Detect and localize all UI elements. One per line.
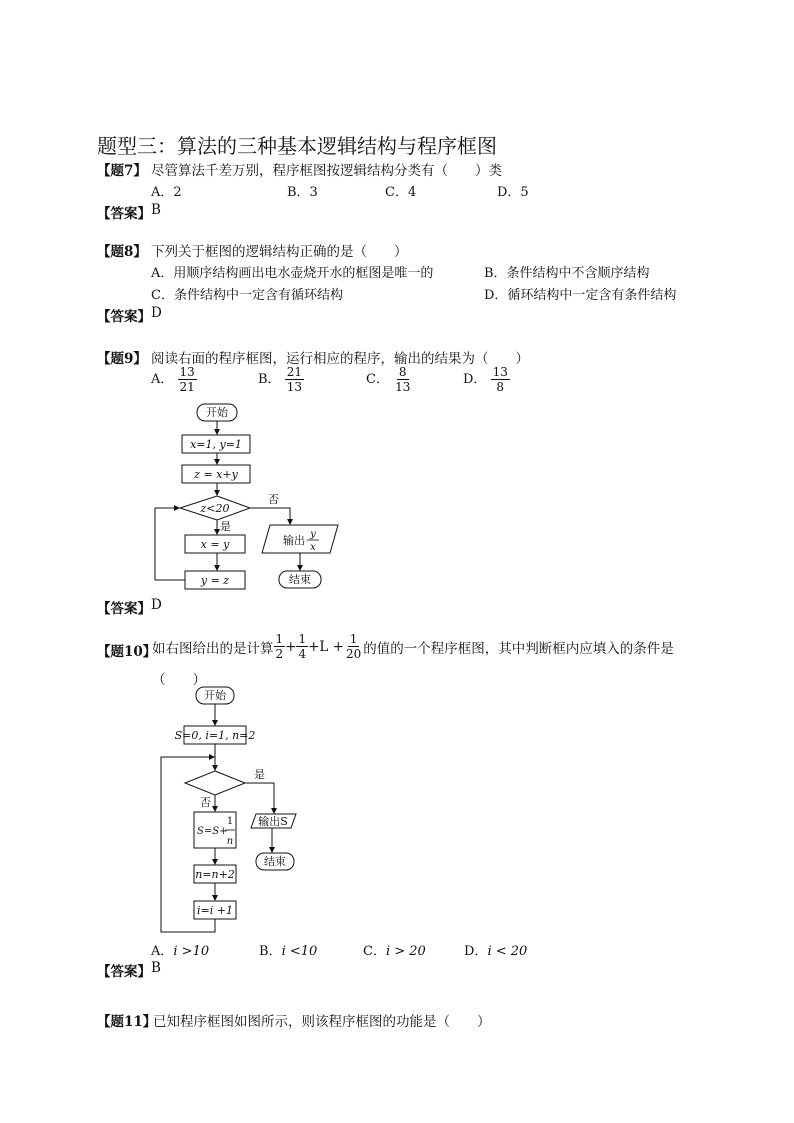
q10-term1 bbox=[274, 632, 286, 661]
q9-end-text: 结束 bbox=[289, 573, 311, 586]
q10-decision-diamond bbox=[185, 771, 245, 795]
q8-text: 下列关于框图的逻辑结构正确的是（ ） bbox=[151, 244, 408, 260]
q9-init-text: x=1, y=1 bbox=[190, 438, 242, 451]
q9-option-b-num: 21 bbox=[286, 365, 302, 379]
q10-term3-num: 1 bbox=[349, 632, 358, 646]
q9-text: 阅读右面的程序框图，运行相应的程序，输出的结果为（ ） bbox=[151, 351, 529, 367]
q10-term2-den: 4 bbox=[298, 647, 307, 661]
q9-option-b-fraction bbox=[285, 365, 304, 394]
q10-term3 bbox=[344, 632, 363, 661]
q10-option-a-expr: i >10 bbox=[173, 944, 210, 959]
q9-option-a-letter: A． bbox=[151, 372, 174, 387]
q10-option-d-expr: i < 20 bbox=[487, 944, 528, 959]
section-title: 题型三：算法的三种基本逻辑结构与程序框图 bbox=[97, 134, 497, 158]
q10-init-text: S=0, i=1, n=2 bbox=[174, 729, 256, 742]
q10-option-b bbox=[259, 940, 317, 959]
q7-answer-label: 【答案】 bbox=[97, 206, 151, 222]
q9-calc-text: z = x+y bbox=[194, 468, 238, 481]
q9-answer: D bbox=[151, 597, 162, 613]
q10-option-c-letter: C． bbox=[363, 944, 386, 959]
q8-label: 【题8】 bbox=[97, 244, 147, 260]
q10-option-b-letter: B． bbox=[259, 944, 282, 959]
q10-text-before: 如右图给出的是计算 bbox=[152, 640, 274, 657]
q10-dots: +L + bbox=[308, 638, 344, 655]
q10-output-text: 输出S bbox=[258, 815, 288, 828]
q11-label: 【题11】 bbox=[97, 1014, 157, 1030]
q10-term1-den: 2 bbox=[275, 647, 284, 661]
q10-text-after: 的值的一个程序框图，其中判断框内应填入的条件是 bbox=[363, 640, 674, 657]
q10-option-b-expr: i <10 bbox=[281, 944, 318, 959]
q9-option-d-den: 8 bbox=[496, 380, 505, 394]
q9-option-d-letter: D． bbox=[463, 372, 487, 387]
q9-cond-text: z<20 bbox=[200, 502, 230, 515]
q9-assign-x-text: x = y bbox=[200, 538, 230, 551]
q9-assign-y-text: y = z bbox=[200, 574, 230, 587]
q11-text: 已知程序框图如图所示，则该程序框图的功能是（ ） bbox=[153, 1014, 491, 1030]
q9-output-prefix: 输出 bbox=[283, 534, 305, 547]
q10-body-num: 1 bbox=[226, 816, 234, 827]
q9-output-den: x bbox=[310, 542, 316, 553]
q8-answer-label: 【答案】 bbox=[97, 309, 151, 325]
q10-no-label: 否 bbox=[200, 796, 211, 809]
q10-answer-label: 【答案】 bbox=[97, 964, 151, 980]
q9-answer-label: 【答案】 bbox=[97, 601, 151, 617]
q10-end-text: 结束 bbox=[264, 855, 286, 868]
q10-yes-branch-line bbox=[245, 783, 274, 813]
q7-option-b: B．3 bbox=[287, 185, 318, 200]
q9-option-c-fraction bbox=[393, 365, 412, 394]
q10-option-c-expr: i > 20 bbox=[385, 944, 426, 959]
q9-label: 【题9】 bbox=[97, 351, 147, 367]
q9-option-c bbox=[366, 365, 412, 394]
q9-no-branch-line bbox=[250, 508, 290, 524]
q10-option-d-letter: D． bbox=[464, 944, 488, 959]
q9-loop-back-line bbox=[155, 508, 185, 580]
q10-option-d bbox=[464, 940, 527, 959]
q7-option-c: C．4 bbox=[385, 185, 417, 200]
q10-term2-num: 1 bbox=[298, 632, 307, 646]
q9-flowchart bbox=[150, 400, 350, 596]
q7-option-d: D．5 bbox=[497, 185, 529, 200]
q10-option-a bbox=[151, 940, 209, 959]
q9-option-a-fraction bbox=[178, 365, 197, 394]
q9-option-a-den: 21 bbox=[179, 380, 195, 394]
q10-answer: B bbox=[151, 960, 161, 976]
q10-start-text: 开始 bbox=[204, 689, 226, 702]
q8-option-c: C．条件结构中一定含有循环结构 bbox=[151, 288, 343, 303]
q9-option-c-letter: C． bbox=[366, 372, 389, 387]
q9-option-d bbox=[463, 365, 510, 394]
q10-option-c bbox=[363, 940, 426, 959]
q7-answer: B bbox=[151, 202, 161, 218]
q9-yes-label: 是 bbox=[220, 520, 231, 533]
q7-text: 尽管算法千差万别，程序框图按逻辑结构分类有（ ）类 bbox=[151, 163, 502, 179]
q10-body-prefix: S=S+ bbox=[197, 826, 228, 837]
q8-option-b: B．条件结构中不含顺序结构 bbox=[484, 266, 650, 281]
q9-option-b-letter: B． bbox=[258, 372, 281, 387]
q10-body-den: n bbox=[226, 836, 234, 847]
q9-output-num: y bbox=[310, 529, 316, 540]
q7-option-a: A．2 bbox=[151, 185, 182, 200]
q10-term1-num: 1 bbox=[275, 632, 284, 646]
q9-option-a-num: 13 bbox=[179, 365, 195, 379]
q9-no-label: 否 bbox=[268, 493, 279, 506]
q9-option-c-den: 13 bbox=[395, 380, 411, 394]
q8-option-a: A．用顺序结构画出电水壶烧开水的框图是唯一的 bbox=[151, 266, 434, 281]
q10-plus: + bbox=[285, 638, 297, 655]
q8-option-d: D．循环结构中一定含有条件结构 bbox=[484, 288, 677, 303]
q10-paren: （ ） bbox=[152, 672, 206, 688]
q7-label: 【题7】 bbox=[97, 163, 147, 179]
q10-term2 bbox=[296, 632, 308, 661]
q9-start-text: 开始 bbox=[206, 406, 228, 419]
q10-yes-label: 是 bbox=[254, 768, 265, 781]
q10-flowchart bbox=[150, 684, 310, 934]
q8-answer: D bbox=[151, 305, 162, 321]
q10-option-a-letter: A． bbox=[151, 944, 174, 959]
q9-option-b bbox=[258, 365, 304, 394]
q10-label: 【题10】 bbox=[97, 644, 157, 660]
q10-step-i-text: i=i +1 bbox=[197, 904, 233, 917]
q9-option-a bbox=[151, 365, 197, 394]
q9-option-d-fraction bbox=[491, 365, 510, 394]
q9-option-c-num: 8 bbox=[398, 365, 407, 379]
q10-text-line bbox=[152, 632, 674, 661]
q10-term3-den: 20 bbox=[345, 647, 362, 661]
q10-step-n-text: n=n+2 bbox=[195, 868, 235, 881]
q9-option-d-num: 13 bbox=[492, 365, 508, 379]
q9-option-b-den: 13 bbox=[286, 380, 302, 394]
